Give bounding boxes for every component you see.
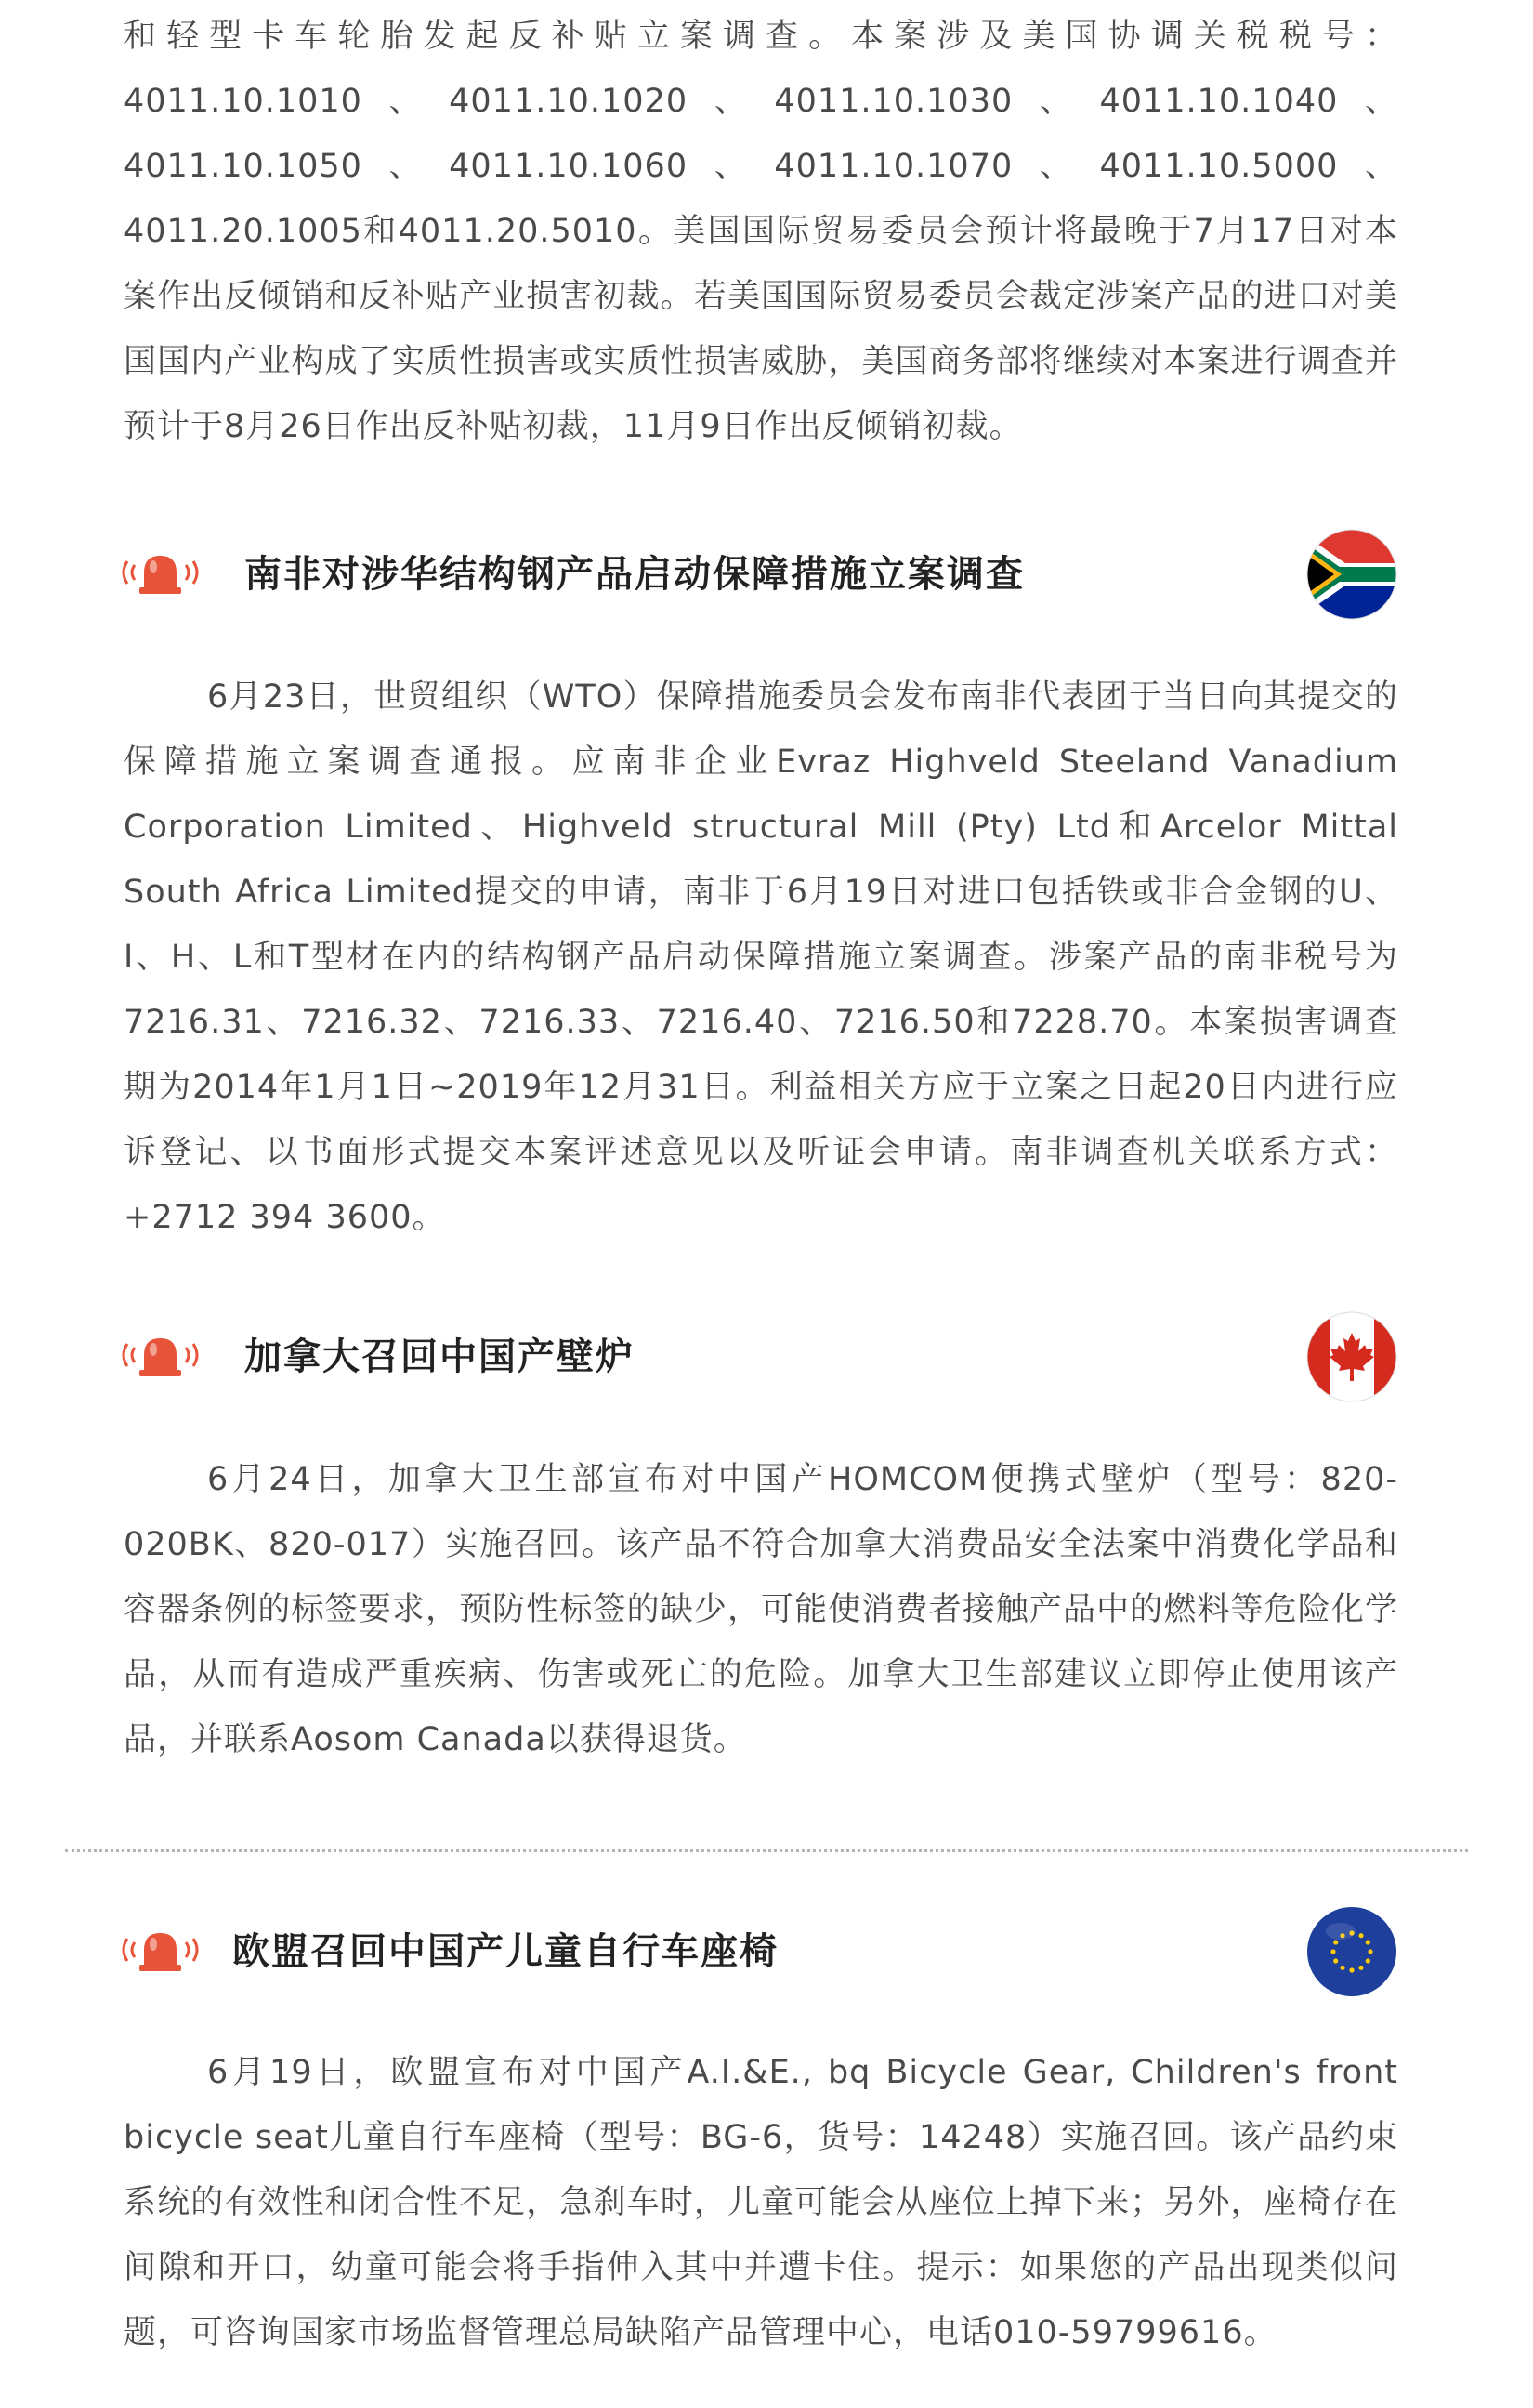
section-title: 欧盟召回中国产儿童自行车座椅 bbox=[232, 1930, 779, 1973]
intro-paragraph: 和轻型卡车轮胎发起反补贴立案调查。本案涉及美国协调关税税号：4011.10.1010、4011.10.1020、4011.10.1030、4011.10.1040、4011.10.1050、4011.10.1060、4011.10.1070、4011.10.5000、4011.20.1005和4011.20.5010。美国国际贸易委员会预计将最晚于7月17日对本案作出反倾销和反补贴产业损害初裁。若美国国际贸易委员会裁定涉案产品的进口对美国国内产业构成了实质性损害或实质性损害威胁，美国商务部将继续对本案进行调查并预计于8月26日作出反补贴初裁，11月9日作出反倾销初裁。 bbox=[124, 18, 1398, 445]
section-header-south-africa bbox=[116, 528, 1398, 630]
section-body-eu: 6月19日，欧盟宣布对中国产A.I.&E., bq Bicycle Gear, Children's front bicycle seat儿童自行车座椅（型号：BG-6，货号：14248）实施召回。该产品约束系统的有效性和闭合性不足，急刹车时，儿童可能会从座位上掉下来；另外，座椅存在间隙和开口，幼童可能会将手指伸入其中并遭卡住。提示：如果您的产品出现类似问题，可咨询国家市场监督管理总局缺陷产品管理中心，电话010-59799616。 bbox=[124, 2054, 1398, 2351]
eu-flag-icon bbox=[1305, 1905, 1398, 1998]
south-africa-flag-icon bbox=[1305, 528, 1398, 621]
section-body-south-africa: 6月23日，世贸组织（WTO）保障措施委员会发布南非代表团于当日向其提交的保障措施立案调查通报。应南非企业Evraz Highveld Steeland Vanadium Corporation Limited、Highveld structural Mill (Pty) Ltd和Arcelor Mittal South Africa Limited提交的申请，南非于6月19日对进口包括铁或非合金钢的U、I、H、L和T型材在内的结构钢产品启动保障措施立案调查。涉案产品的南非税号为7216.31、7216.32、7216.33、7216.40、7216.50和7228.70。本案损害调查期为2014年1月1日~2019年12月31日。利益相关方应于立案之日起20日内进行应诉登记、以书面形式提交本案评述意见以及听证会申请。南非调查机关联系方式：+2712 394 3600。 bbox=[124, 678, 1398, 1236]
section-title: 加拿大召回中国产壁炉 bbox=[244, 1336, 635, 1378]
section-body-canada: 6月24日，加拿大卫生部宣布对中国产HOMCOM便携式壁炉（型号：820-020BK、820-017）实施召回。该产品不符合加拿大消费品安全法案中消费化学品和容器条例的标签要求，预防性标签的缺少，可能使消费者接触产品中的燃料等危险化学品，从而有造成严重疾病、伤害或死亡的危险。加拿大卫生部建议立即停止使用该产品，并联系Aosom Canada以获得退货。 bbox=[124, 1461, 1398, 1758]
section-divider bbox=[65, 1849, 1468, 1852]
alarm-bell-icon bbox=[116, 1924, 204, 1976]
canada-flag-icon bbox=[1305, 1310, 1398, 1403]
alarm-bell-icon bbox=[116, 546, 204, 599]
alarm-bell-icon bbox=[116, 1329, 204, 1381]
section-header-eu bbox=[116, 1905, 1398, 2007]
section-title: 南非对涉华结构钢产品启动保障措施立案调查 bbox=[244, 553, 1025, 596]
section-header-canada bbox=[116, 1310, 1398, 1413]
